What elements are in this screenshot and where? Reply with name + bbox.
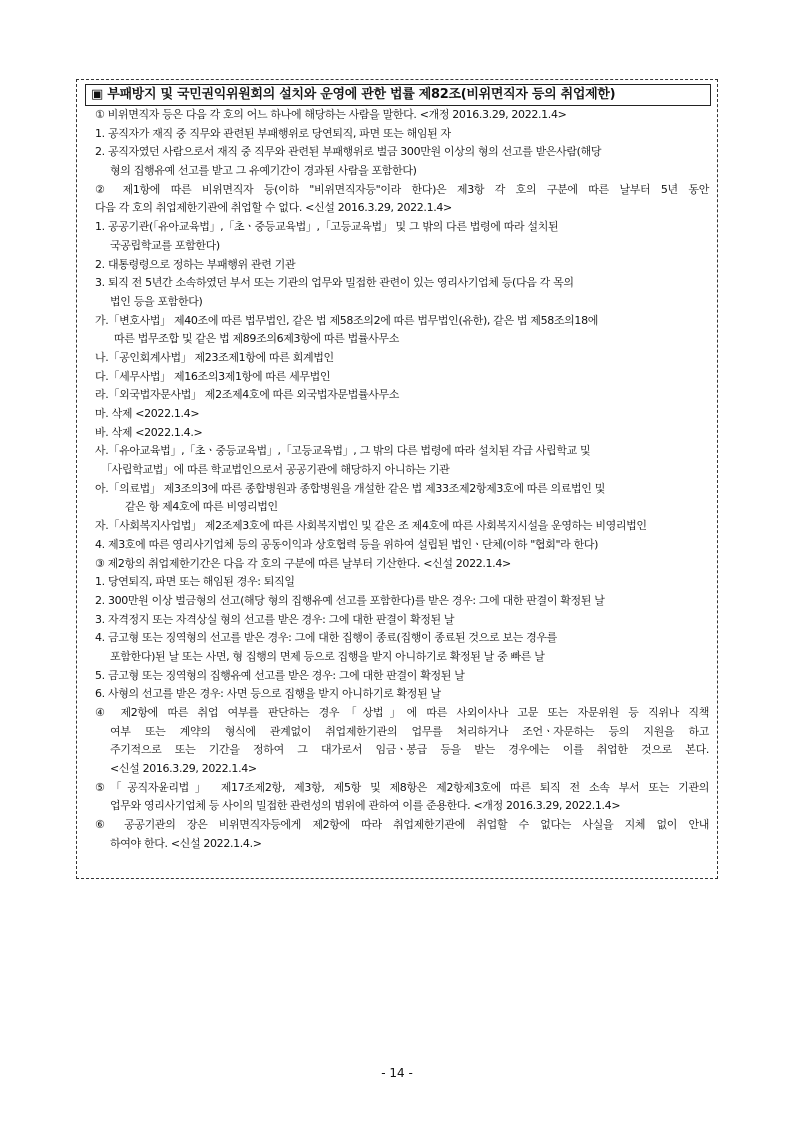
text-line: 6. 사형의 선고를 받은 경우: 사면 등으로 집행을 받지 아니하기로 확정된 날 (95, 687, 441, 701)
text-line: 국공립학교를 포함한다) (110, 238, 220, 252)
article-body (85, 106, 711, 854)
text-line: 다.「세무사법」 제16조의3제1항에 따른 세무법인 (95, 369, 331, 383)
text-line: 3. 자격정지 또는 자격상실 형의 선고를 받은 경우: 그에 대한 판결이 확정된 날 (95, 612, 455, 626)
text-line: 주기적으로 또는 기간을 정하여 그 대가로서 임금ㆍ봉급 등을 받는 경우에는 이를 취업한 것으로 본다. (110, 743, 709, 757)
text-line: 1. 공직자가 재직 중 직무와 관련된 부패행위로 당연퇴직, 파면 또는 해임된 자 (95, 126, 451, 140)
text-line: 따른 법무조합 및 같은 법 제89조의6제3항에 따른 법률사무소 (114, 332, 399, 346)
text-line: 하여야 한다. <신설 2022.1.4.> (110, 836, 262, 850)
text-line: <신설 2016.3.29, 2022.1.4> (110, 762, 257, 776)
text-line: 사.「유아교육법」,「초ㆍ중등교육법」,「고등교육법」, 그 밖의 다른 법령에 따라 설치된 각급 사립학교 및 (95, 444, 591, 458)
text-line: 4. 제3호에 따른 영리사기업체 등의 공동이익과 상호협력 등을 위하여 설립된 법인ㆍ단체(이하 "협회"라 한다) (95, 537, 599, 551)
text-line: ⑤「공직자윤리법」 제17조제2항, 제3항, 제5항 및 제8항은 제2항제3호에 따른 퇴직 전 소속 부서 또는 기관의 (95, 780, 709, 794)
text-line: 다음 각 호의 취업제한기관에 취업할 수 없다. <신설 2016.3.29, 2022.1.4> (95, 201, 452, 215)
text-line: 법인 등을 포함한다) (110, 294, 203, 308)
text-line: 라.「외국법자문사법」 제2조제4호에 따른 외국법자문법률사무소 (95, 388, 400, 402)
text-line: 나.「공인회계사법」 제23조제1항에 따른 회계법인 (95, 350, 334, 364)
text-line: 마. 삭제 <2022.1.4> (95, 407, 200, 420)
text-line: 4. 금고형 또는 징역형의 선고를 받은 경우: 그에 대한 집행이 종료(집행이 종료된 것으로 보는 경우를 (95, 631, 557, 645)
text-line: 2. 공직자였던 사람으로서 재직 중 직무와 관련된 부패행위로 벌금 300만원 이상의 형의 선고를 받은사람(해당 (95, 145, 602, 159)
text-line: ④ 제2항에 따른 취업 여부를 판단하는 경우「상법」에 따른 사외이사나 고문 또는 자문위원 등 직위나 직책 (95, 706, 709, 719)
text-line: ① 비위면직자 등은 다음 각 호의 어느 하나에 해당하는 사람을 말한다. <개정 2016.3.29, 2022.1.4> (95, 108, 567, 121)
text-line: 같은 항 제4호에 따른 비영리법인 (125, 500, 278, 514)
text-line: 5. 금고형 또는 징역형의 집행유예 선고를 받은 경우: 그에 대한 판결이 확정된 날 (95, 668, 465, 682)
text-line: ③ 제2항의 취업제한기간은 다음 각 호의 구분에 따른 날부터 기산한다. <신설 2022.1.4> (95, 556, 511, 570)
text-line: ② 제1항에 따른 비위면직자 등(이하 "비위면직자등"이라 한다)은 제3항 각 호의 구분에 따른 날부터 5년 동안 (95, 182, 709, 196)
text-line: 아.「의료법」 제3조의3에 따른 종합병원과 종합병원을 개설한 같은 법 제33조제2항제3호에 따른 의료법인 및 (95, 481, 605, 495)
text-line: ⑥ 공공기관의 장은 비위면직자등에게 제2항에 따라 취업제한기관에 취업할 수 없다는 사실을 지체 없이 안내 (95, 818, 709, 832)
text-line: 형의 집행유예 선고를 받고 그 유예기간이 경과된 사람을 포함한다) (110, 164, 417, 178)
text-line: 업무와 영리사기업체 등 사이의 밀접한 관련성의 범위에 관하여 이를 준용한다. <개정 2016.3.29, 2022.1.4> (110, 799, 621, 813)
text-line: 포함한다)된 날 또는 사면, 형 집행의 면제 등으로 집행을 받지 아니하기로 확정된 날 중 빠른 날 (110, 649, 545, 663)
text-line: 1. 공공기관(「유아교육법」,「초ㆍ중등교육법」,「고등교육법」 및 그 밖의 다른 법령에 따라 설치된 (95, 220, 559, 234)
article-title: ▣ 부패방지 및 국민권익위원회의 설치와 운영에 관한 법률 제82조(비위면직자 등의 취업제한) (85, 84, 711, 106)
text-line: 3. 퇴직 전 5년간 소속하였던 부서 또는 기관의 업무와 밀접한 관련이 있는 영리사기업체 등(다음 각 목의 (95, 276, 574, 290)
text-line: 2. 대통령령으로 정하는 부패행위 관련 기관 (95, 257, 296, 271)
text-line: 1. 당연퇴직, 파면 또는 해임된 경우: 퇴직일 (95, 575, 295, 589)
text-line: 2. 300만원 이상 벌금형의 선고(해당 형의 집행유예 선고를 포함한다)를 받은 경우: 그에 대한 판결이 확정된 날 (95, 593, 605, 607)
page-number: - 14 - (381, 1066, 413, 1080)
text-line: 여부 또는 계약의 형식에 관계없이 취업제한기관의 업무를 처리하거나 조언ㆍ자문하는 등의 지원을 하고 (110, 724, 709, 738)
text-line: 바. 삭제 <2022.1.4.> (95, 425, 203, 439)
text-line: 「사립학교법」에 따른 학교법인으로서 공공기관에 해당하지 아니하는 기관 (101, 463, 450, 477)
text-line: 가.「변호사법」 제40조에 따른 법무법인, 같은 법 제58조의2에 따른 법무법인(유한), 같은 법 제58조의18에 (95, 313, 599, 327)
text-line: 자.「사회복지사업법」 제2조제3호에 따른 사회복지법인 및 같은 조 제4호에 따른 사회복지시설을 운영하는 비영리법인 (95, 519, 647, 533)
